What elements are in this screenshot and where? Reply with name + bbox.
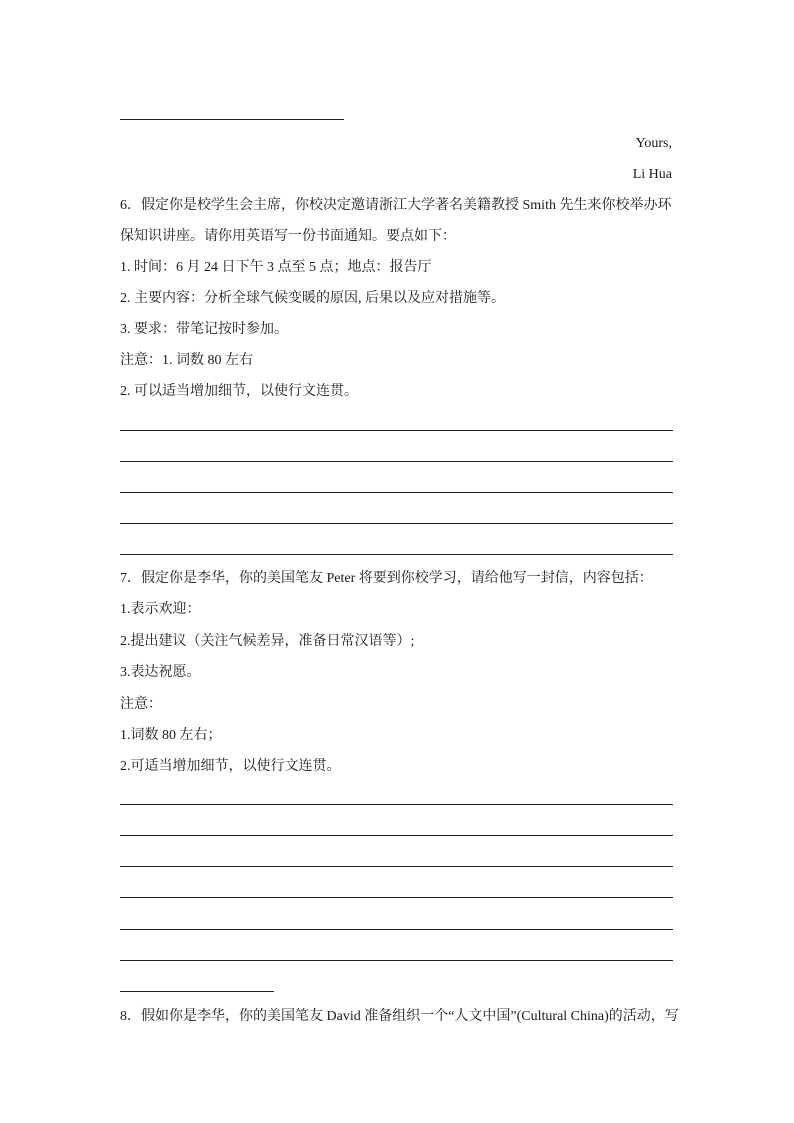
answer-line [120,554,673,555]
answer-line [120,523,673,524]
answer-line [120,960,673,961]
q6-point2: 2. 主要内容：分析全球气候变暖的原因, 后果以及应对措施等。 [120,291,505,306]
answer-line [120,492,673,493]
q6-note1: 注意：1. 词数 80 左右 [120,353,253,368]
q7-note2: 2.可适当增加细节，以使行文连贯。 [120,759,341,774]
closing-name: Li Hua [632,167,672,182]
answer-line [120,866,673,867]
q7-note-label: 注意： [120,697,162,712]
q6-line2: 保知识讲座。请你用英语写一份书面通知。要点如下： [120,229,456,244]
answer-line [120,835,673,836]
q6-point1: 1. 时间：6 月 24 日下午 3 点至 5 点；地点：报告厅 [120,260,432,275]
q7-note1: 1.词数 80 左右； [120,728,222,743]
answer-line [120,119,344,120]
answer-line [120,929,673,930]
q6-point3: 3. 要求：带笔记按时参加。 [120,322,288,337]
answer-line [120,461,673,462]
q6-line1: 6．假定你是校学生会主席，你校决定邀请浙江大学著名美籍教授 Smith 先生来你校举办环 [120,198,672,213]
closing-yours: Yours, [635,136,672,151]
answer-line [120,897,673,898]
q6-note2: 2. 可以适当增加细节，以使行文连贯。 [120,384,358,399]
q7-point2: 2.提出建议（关注气候差异，准备日常汉语等）; [120,634,415,649]
q7-point3: 3.表达祝愿。 [120,665,201,680]
q7-point1: 1.表示欢迎： [120,602,201,617]
answer-line [120,430,673,431]
answer-line [120,991,274,992]
q7-line1: 7．假定你是李华，你的美国笔友 Peter 将要到你校学习，请给他写一封信，内容包括： [120,571,653,586]
q8-line1: 8．假如你是李华，你的美国笔友 David 准备组织一个“人文中国”(Cultural China)的活动，写 [120,1009,679,1024]
answer-line [120,804,673,805]
